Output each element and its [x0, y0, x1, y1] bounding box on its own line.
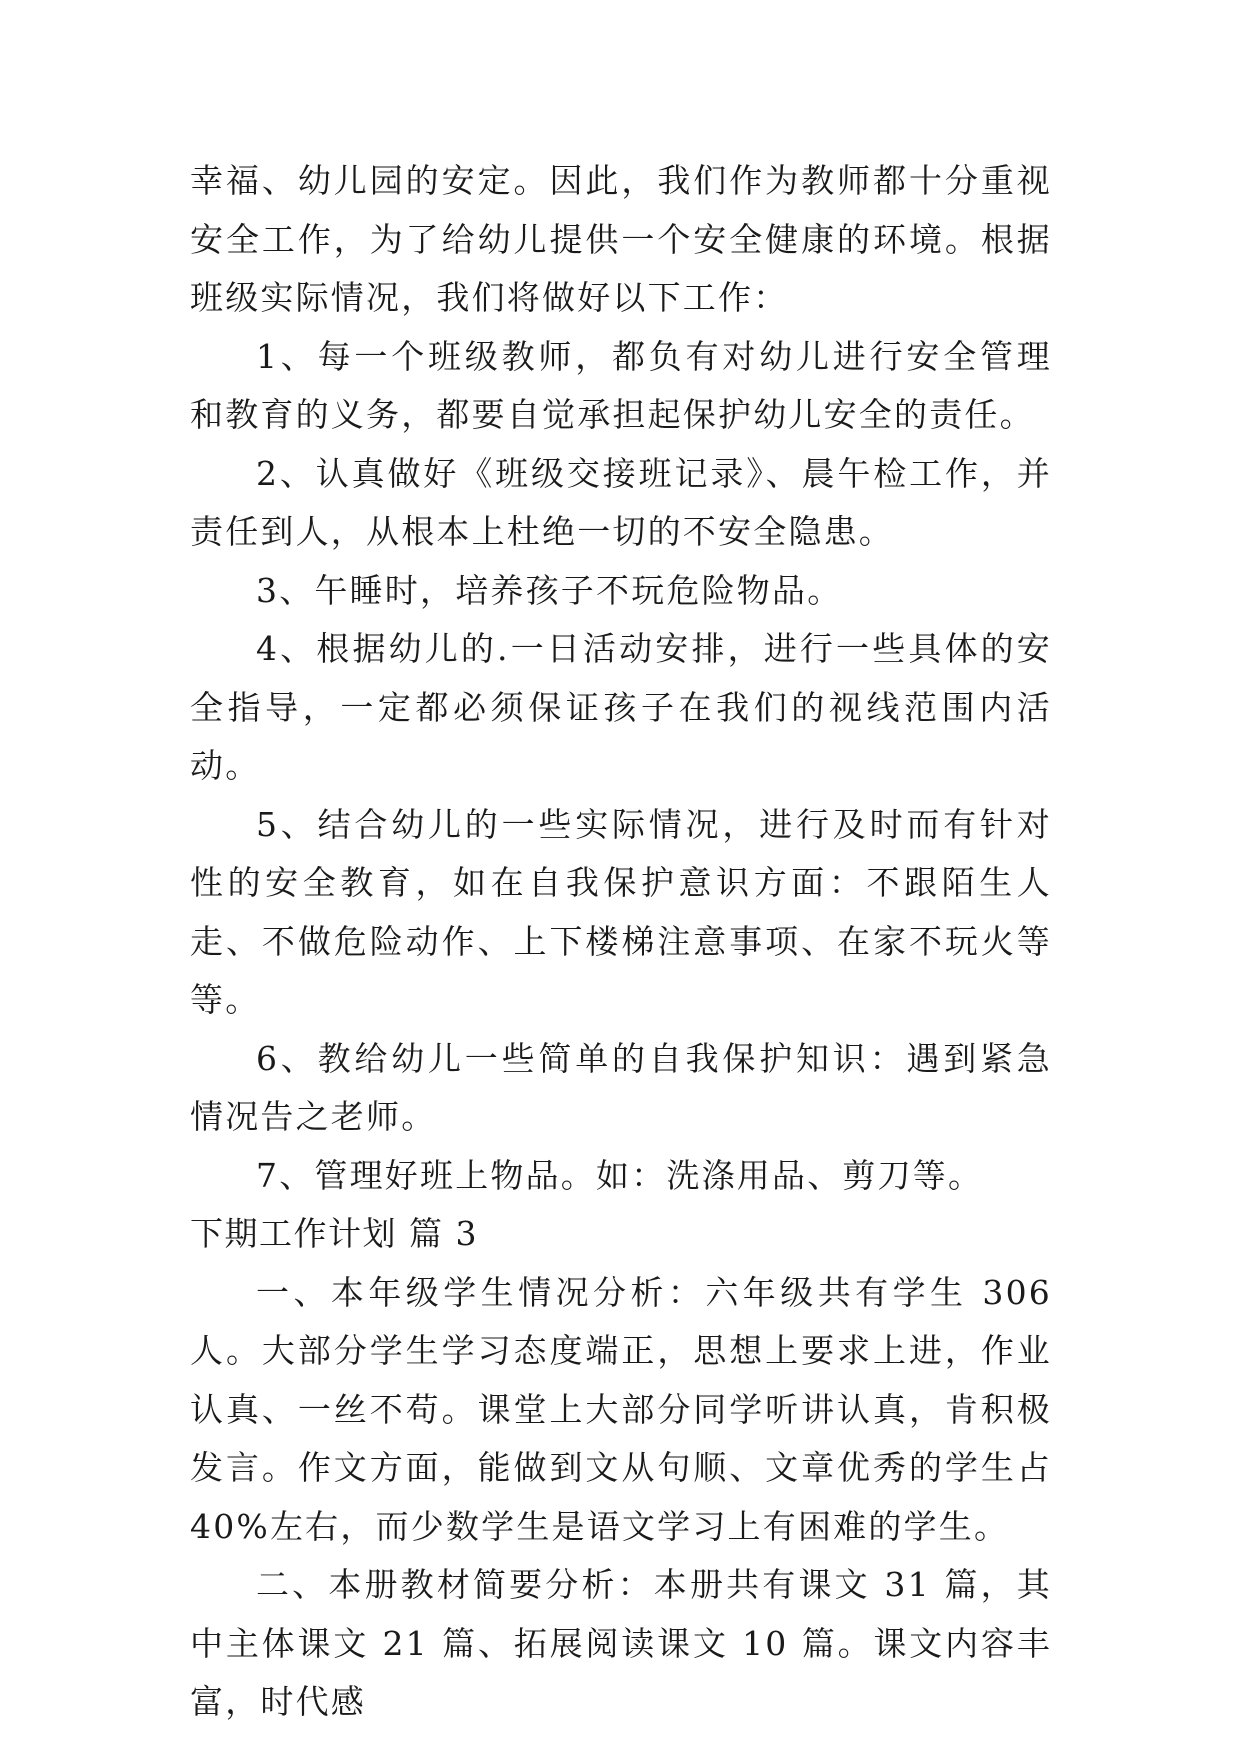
list-item-3: 3、午睡时，培养孩子不玩危险物品。: [256, 570, 843, 610]
paragraph-textbook-analysis: 二、本册教材简要分析：本册共有课文 31 篇，其中主体课文 21 篇、拓展阅读课文 10 篇。课文内容丰富，时代感: [190, 1565, 1052, 1721]
list-item-6: 6、教给幼儿一些简单的自我保护知识：遇到紧急情况告之老师。: [190, 1038, 1052, 1136]
paragraph-continuation: 幸福、幼儿园的安定。因此，我们作为教师都十分重视安全工作，为了给幼儿提供一个安全健康的环境。根据班级实际情况，我们将做好以下工作：: [190, 161, 1052, 317]
list-item-2: 2、认真做好《班级交接班记录》、晨午检工作，并责任到人，从根本上杜绝一切的不安全隐患。: [190, 453, 1052, 551]
list-item-4: 4、根据幼儿的.一日活动安排，进行一些具体的安全指导，一定都必须保证孩子在我们的视线范围内活动。: [190, 629, 1052, 785]
paragraph-student-analysis: 一、本年级学生情况分析：六年级共有学生 306 人。大部分学生学习态度端正，思想上要求上进，作业认真、一丝不苟。课堂上大部分同学听讲认真，肯积极发言。作文方面，能做到文从句顺、文章优秀的学生占 40%左右，而少数学生是语文学习上有困难的学生。: [190, 1272, 1052, 1546]
document-body: [190, 152, 1052, 1732]
section-heading: 下期工作计划 篇 3: [190, 1214, 478, 1253]
list-item-5: 5、结合幼儿的一些实际情况，进行及时而有针对性的安全教育，如在自我保护意识方面：不跟陌生人走、不做危险动作、上下楼梯注意事项、在家不玩火等等。: [190, 804, 1052, 1019]
list-item-7: 7、管理好班上物品。如：洗涤用品、剪刀等。: [256, 1155, 984, 1195]
list-item-1: 1、每一个班级教师，都负有对幼儿进行安全管理和教育的义务，都要自觉承担起保护幼儿安全的责任。: [190, 336, 1052, 434]
